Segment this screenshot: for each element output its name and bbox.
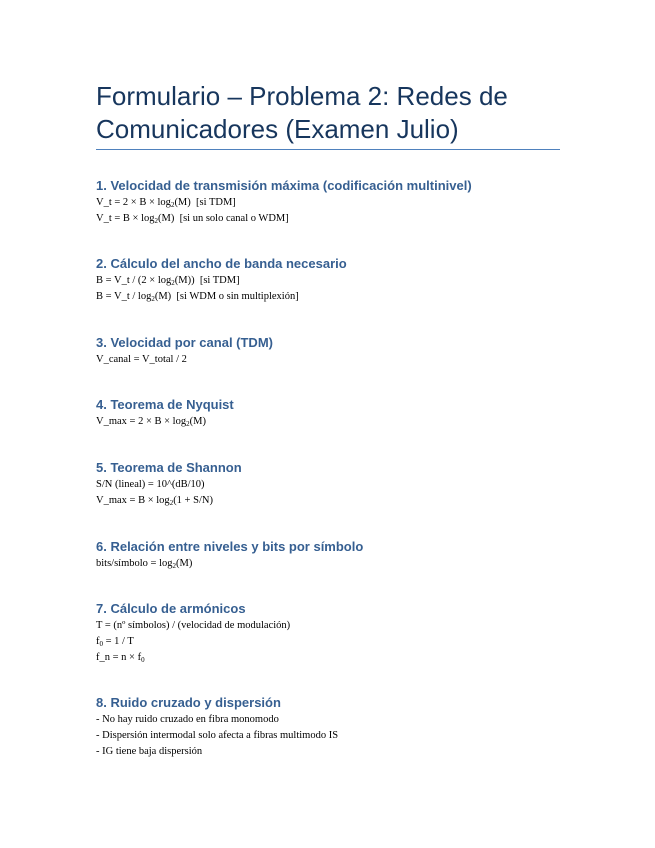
formula-line: $f_0 = 1 / T$ (96, 636, 134, 648)
section-1 (96, 177, 576, 227)
formula-line: V_t = $B \times \log_2(M)$ [si un solo canal o WDM] (96, 213, 289, 225)
formula-line: V_canal = V_total / 2 (96, 354, 187, 365)
section-5 (96, 459, 576, 509)
formula-line: V_t = $2 \times B \times \log_2(M)$ [si TDM] (96, 197, 236, 209)
bullet-line: - No hay ruido cruzado en fibra monomodo (96, 714, 279, 725)
formula-line: B = V_t / $\log_2(M)$ [si WDM o sin multiplexión] (96, 291, 299, 303)
formula-line: V_max = $B \times \log_2(1 + S/N)$ (96, 495, 213, 507)
bullet-line: - Dispersión intermodal solo afecta a fibras multimodo IS (96, 730, 339, 741)
title-underline (96, 149, 560, 150)
section-heading: 8. Ruido cruzado y dispersión (96, 695, 281, 710)
section-heading: 7. Cálculo de armónicos (96, 601, 246, 616)
section-heading: 6. Relación entre niveles y bits por símbolo (96, 539, 364, 554)
section-2 (96, 255, 576, 305)
section-6 (96, 538, 576, 572)
section-7 (96, 600, 576, 666)
formula-line: f_n = $n \times f_0$ (96, 652, 145, 664)
section-8 (96, 694, 576, 760)
section-heading: 3. Velocidad por canal (TDM) (96, 335, 273, 350)
formula-line: V_max = $2 \times B \times \log_2(M)$ (96, 416, 206, 428)
formula-line: S/N (lineal) = 10^(dB/10) (96, 479, 205, 490)
bullet-line: - IG tiene baja dispersión (96, 746, 203, 757)
formula-line: B = V_t / $(2 \times \log_2(M))$ [si TDM] (96, 275, 240, 287)
formula-line: T = (nº símbolos) / (velocidad de modulación) (96, 620, 291, 631)
section-3 (96, 334, 576, 368)
section-heading: 5. Teorema de Shannon (96, 460, 242, 475)
section-4 (96, 396, 576, 430)
formula-line: bits/símbolo = $\log_2(M)$ (96, 558, 193, 570)
section-heading: 1. Velocidad de transmisión máxima (codificación multinivel) (96, 178, 472, 193)
section-heading: 4. Teorema de Nyquist (96, 397, 234, 412)
section-heading: 2. Cálculo del ancho de banda necesario (96, 256, 347, 271)
document-title: Formulario – Problema 2: Redes de Comunicadores (Examen Julio) (96, 81, 508, 144)
